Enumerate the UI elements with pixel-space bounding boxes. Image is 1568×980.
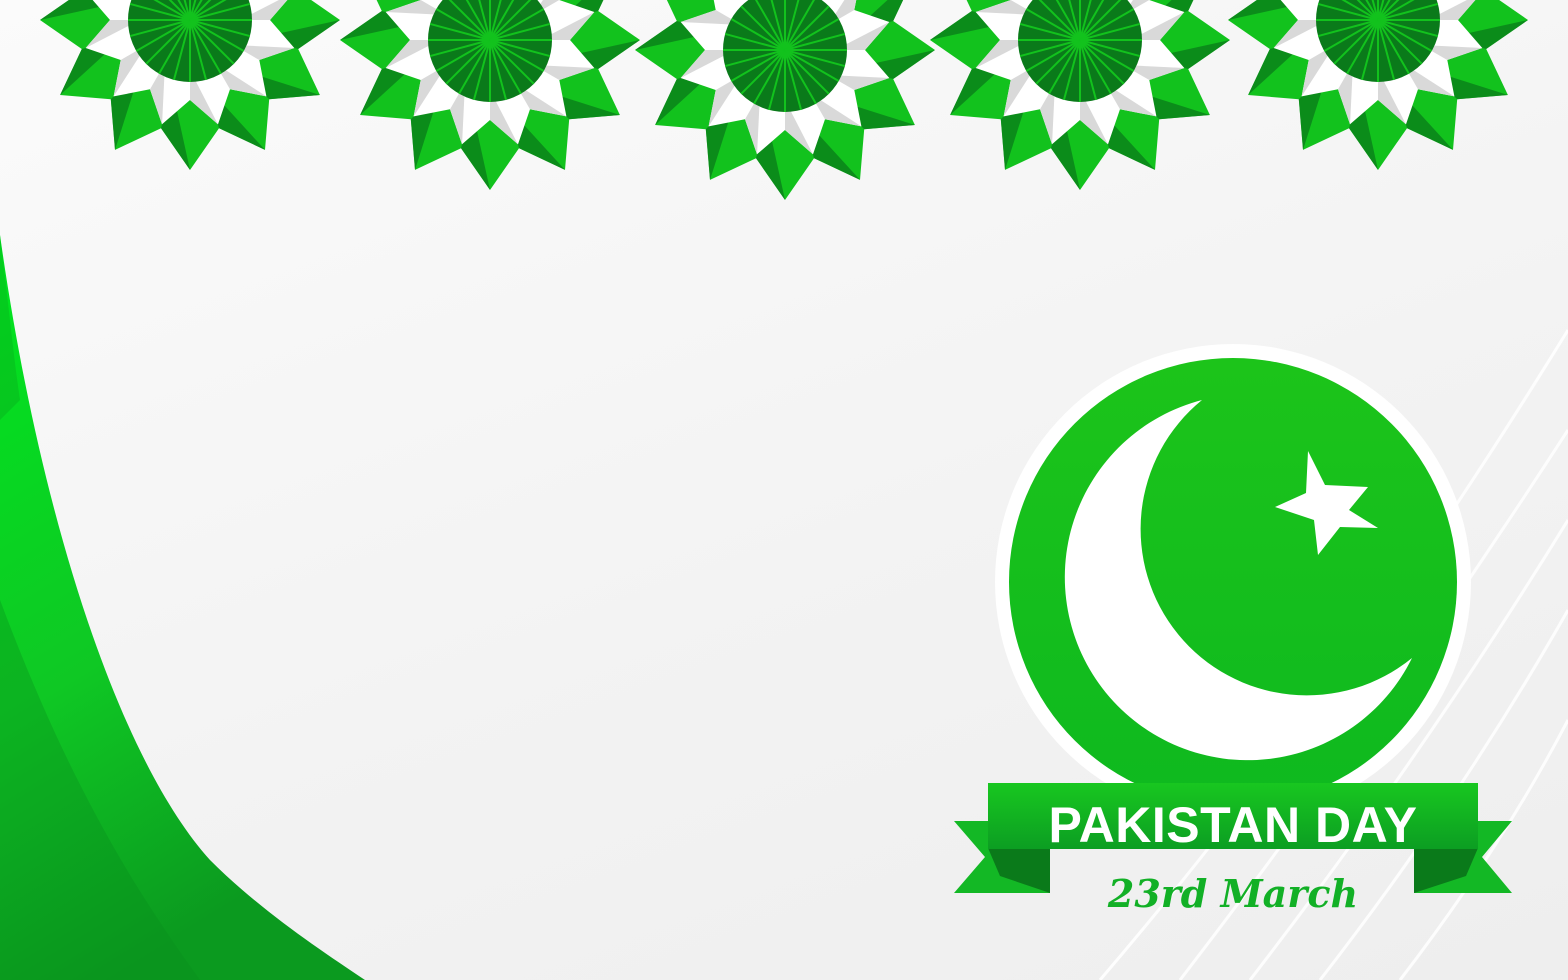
emblem	[995, 344, 1471, 820]
banner-date: 23rd March	[1107, 871, 1359, 916]
left-green-curve	[0, 235, 365, 980]
paper-rosette-icon	[1228, 0, 1528, 170]
paper-rosette-icon	[40, 0, 340, 170]
paper-rosette-icon	[635, 0, 935, 200]
rosette-garland	[40, 0, 1528, 200]
paper-rosette-icon	[340, 0, 640, 190]
banner-title: PAKISTAN DAY	[1048, 797, 1418, 853]
paper-rosette-icon	[930, 0, 1230, 190]
